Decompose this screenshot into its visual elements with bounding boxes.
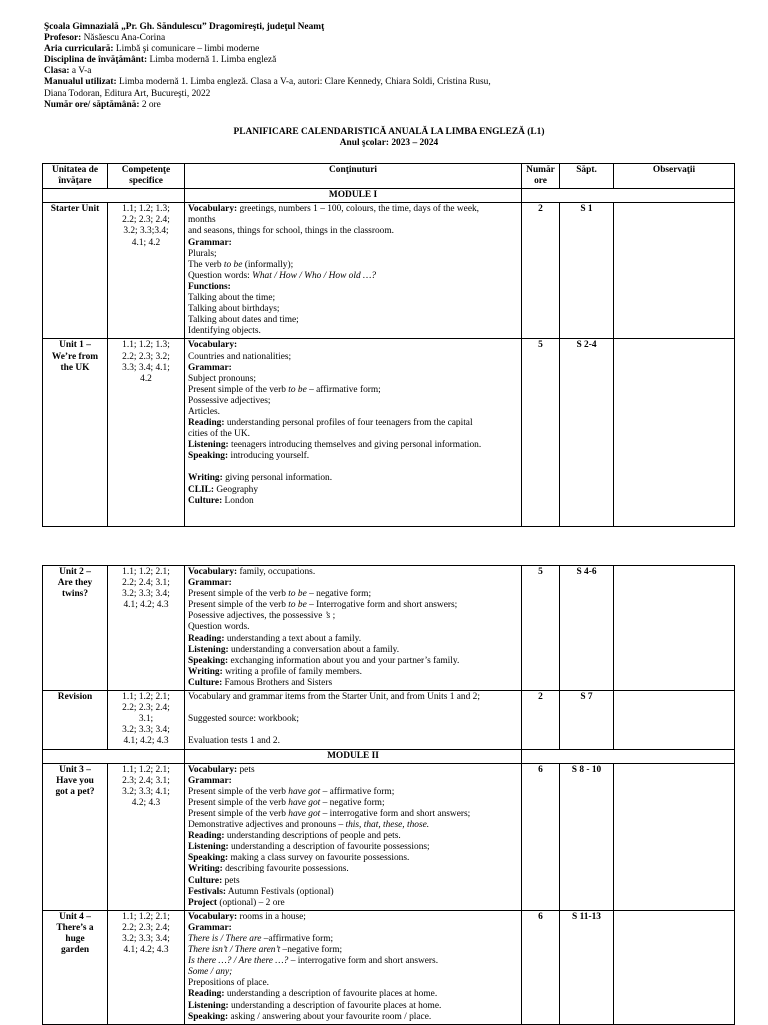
- content-line: The verb to be (informally);: [188, 259, 294, 270]
- week-cell: S 7: [560, 691, 614, 749]
- content-line: Reading: understanding a text about a family.: [188, 633, 362, 644]
- content-line: Prepositions of place.: [188, 978, 269, 989]
- col-header-notes: Observaţii: [614, 164, 735, 189]
- col-header-hours: Număr ore: [522, 164, 560, 189]
- content-line: Grammar:: [188, 578, 232, 589]
- unit-cell: Unit 1 – We’re from the UK: [43, 339, 108, 527]
- col-header-content: Conţinuturi: [185, 164, 522, 189]
- col-header-week: Săpt.: [560, 164, 614, 189]
- content-line: Present simple of the verb have got – affirmative form;: [188, 786, 395, 797]
- week-cell: S 4-6: [560, 566, 614, 691]
- hours-cell: 6: [522, 763, 560, 910]
- content-line: Question words.: [188, 622, 250, 633]
- document-title: PLANIFICARE CALENDARISTICĂ ANUALĂ LA LIMBA ENGLEZĂ (L1): [233, 127, 545, 137]
- competences-cell: 1.1; 1.2; 2.1; 2.2; 2.4; 3.1; 3.2; 3.3; 3.4; 4.1; 4.2; 4.3: [108, 566, 185, 691]
- content-line: Present simple of the verb have got – negative form;: [188, 797, 385, 808]
- content-cell: [185, 339, 522, 527]
- content-spacer: [188, 462, 518, 473]
- module-row: [43, 189, 735, 203]
- content-line: Is there …? / Are there …? – interrogative form and short answers.: [188, 956, 439, 967]
- hours-cell: 5: [522, 339, 560, 527]
- competences-cell: 1.1; 1.2; 1.3; 2.2; 2.3; 3.2; 3.3; 3.4; 4.1; 4.2: [108, 339, 185, 527]
- notes-cell: [614, 339, 735, 527]
- content-line: Countries and nationalities;: [188, 351, 292, 362]
- content-line: Talking about dates and time;: [188, 315, 299, 326]
- hours-cell: 2: [522, 203, 560, 339]
- week-cell: S 11-13: [560, 910, 614, 1024]
- module-label: MODULE I: [185, 189, 522, 203]
- content-spacer: [188, 725, 518, 736]
- content-line: Speaking: asking / answering about your favourite room / place.: [188, 1011, 432, 1022]
- content-line: Demonstrative adjectives and pronouns – this, that, these, those.: [188, 820, 430, 831]
- content-line: Writing: giving personal information.: [188, 473, 333, 484]
- content-line: Reading: understanding descriptions of people and pets.: [188, 831, 401, 842]
- class-line: Clasa: a V-a: [44, 66, 92, 77]
- content-line: Speaking: introducing yourself.: [188, 451, 310, 462]
- unit-cell: Unit 2 – Are they twins?: [43, 566, 108, 691]
- content-line: Present simple of the verb to be – affirmative form;: [188, 384, 381, 395]
- col-header-unit: Unitatea de învăţare: [43, 164, 108, 189]
- module-label: MODULE II: [185, 749, 522, 763]
- content-line: Present simple of the verb to be – negative form;: [188, 589, 372, 600]
- planning-table-1: [42, 163, 735, 527]
- table-header-row: [43, 164, 735, 189]
- manual-line: Manualul utilizat: Limba modernă 1. Limba engleză. Clasa a V-a, autori: Clare Kennedy, Chiara Soldi, Cristina Rusu,: [44, 77, 491, 88]
- content-line: Vocabulary and grammar items from the Starter Unit, and from Units 1 and 2;: [188, 692, 480, 703]
- content-cell: [185, 691, 522, 749]
- content-line: Vocabulary: family, occupations.: [188, 567, 316, 577]
- content-line: Evaluation tests 1 and 2.: [188, 736, 280, 747]
- table-row: [43, 910, 735, 1024]
- notes-cell: [614, 203, 735, 339]
- competences-cell: 1.1; 1.2; 2.1; 2.2; 2.3; 2.4; 3.2; 3.3; 3.4; 4.1; 4.2; 4.3: [108, 910, 185, 1024]
- week-cell: S 2-4: [560, 339, 614, 527]
- content-line: Listening: understanding a conversation about a family.: [188, 644, 400, 655]
- content-line: Possessive adjectives;: [188, 395, 271, 406]
- content-line: Reading: understanding personal profiles of four teenagers from the capital: [188, 418, 473, 429]
- content-line: Vocabulary: rooms in a house;: [188, 911, 306, 922]
- planning-table-2: [42, 565, 735, 1025]
- content-line: Writing: writing a profile of family members.: [188, 666, 363, 677]
- table-row: [43, 691, 735, 749]
- table-row: [43, 566, 735, 691]
- document-header: [44, 22, 734, 111]
- content-line: Functions:: [188, 281, 231, 292]
- content-line: cities of the UK.: [188, 429, 250, 440]
- content-line: Suggested source: workbook;: [188, 714, 299, 725]
- discipline-line: Disciplina de învăţământ: Limba modernă 1. Limba engleză: [44, 55, 277, 66]
- content-line: Subject pronouns;: [188, 373, 256, 384]
- col-header-competences: Competenţe specifice: [108, 164, 185, 189]
- school-year: Anul şcolar: 2023 – 2024: [339, 138, 439, 148]
- school-line: Şcoala Gimnazială „Pr. Gh. Săndulescu” Dragomireşti, judeţul Neamţ: [44, 22, 325, 32]
- competences-cell: 1.1; 1.2; 2.1; 2.3; 2.4; 3.1; 3.2; 3.3; 4.1; 4.2; 4.3: [108, 763, 185, 910]
- hours-cell: 6: [522, 910, 560, 1024]
- content-line: Listening: understanding a description of favourite possessions;: [188, 842, 430, 853]
- week-cell: S 8 - 10: [560, 763, 614, 910]
- content-line: Grammar:: [188, 237, 232, 248]
- content-line: Articles.: [188, 406, 221, 417]
- notes-cell: [614, 910, 735, 1024]
- content-line: Reading: understanding a description of favourite places at home.: [188, 989, 438, 1000]
- content-line: Speaking: making a class survey on favourite possessions.: [188, 853, 410, 864]
- content-spacer: [188, 703, 518, 714]
- content-line: Grammar:: [188, 775, 232, 786]
- content-line: There is / There are –affirmative form;: [188, 934, 334, 944]
- hours-cell: 2: [522, 691, 560, 749]
- content-line: Grammar:: [188, 922, 232, 933]
- content-cell: [185, 203, 522, 339]
- teacher-line: Profesor: Năsăescu Ana-Corina: [44, 33, 166, 44]
- content-line: and seasons, things for school, things in the classroom.: [188, 226, 394, 237]
- hours-cell: 5: [522, 566, 560, 691]
- content-line: Identifying objects.: [188, 326, 261, 337]
- unit-cell: Revision: [43, 691, 108, 749]
- unit-cell: Unit 3 – Have you got a pet?: [43, 763, 108, 910]
- content-line: Culture: London: [188, 495, 254, 506]
- content-line: Posessive adjectives, the possessive ’s ;: [188, 611, 336, 622]
- content-line: Listening: understanding a description of favourite places at home.: [188, 1000, 442, 1011]
- content-line: Culture: pets: [188, 875, 240, 886]
- table-row: [43, 763, 735, 910]
- content-line: Plurals;: [188, 248, 217, 259]
- content-line: Present simple of the verb to be – Interrogative form and short answers;: [188, 600, 458, 611]
- content-line: Speaking: exchanging information about you and your partner’s family.: [188, 655, 460, 666]
- competences-cell: 1.1; 1.2; 1.3; 2.2; 2.3; 2.4; 3.2; 3.3;3.4; 4.1; 4.2: [108, 203, 185, 339]
- content-line: months: [188, 215, 216, 226]
- content-line: Project (optional) – 2 ore: [188, 897, 285, 908]
- notes-cell: [614, 763, 735, 910]
- content-line: CLIL: Geography: [188, 484, 259, 495]
- content-line: There isn’t / There aren’t –negative form;: [188, 945, 343, 956]
- unit-cell: Unit 4 – There’s a huge garden: [43, 910, 108, 1024]
- content-line: Festivals: Autumn Festivals (optional): [188, 886, 334, 897]
- competences-cell: 1.1; 1.2; 2.1; 2.2; 2.3; 2.4; 3.1; 3.2; 3.3; 3.4; 4.1; 4.2; 4.3: [108, 691, 185, 749]
- content-line: Culture: Famous Brothers and Sisters: [188, 677, 333, 688]
- notes-cell: [614, 566, 735, 691]
- table-row: [43, 203, 735, 339]
- module-row: [43, 749, 735, 763]
- content-line: Talking about birthdays;: [188, 304, 280, 315]
- hours-line: Număr ore/ săptămână: 2 ore: [44, 99, 161, 110]
- content-line: Vocabulary:: [188, 340, 238, 351]
- content-line: Writing: describing favourite possessions.: [188, 864, 349, 875]
- content-line: Some / any;: [188, 967, 233, 978]
- content-line: Question words: What / How / Who / How old …?: [188, 270, 377, 281]
- content-cell: [185, 910, 522, 1024]
- content-cell: [185, 566, 522, 691]
- content-cell: [185, 763, 522, 910]
- week-cell: S 1: [560, 203, 614, 339]
- manual-line-2: Diana Todoran, Editura Art, Bucureşti, 2022: [44, 88, 211, 99]
- content-line: Vocabulary: greetings, numbers 1 – 100, colours, the time, days of the week,: [188, 204, 480, 215]
- content-line: Talking about the time;: [188, 293, 276, 304]
- content-line: Present simple of the verb have got – interrogative form and short answers;: [188, 808, 471, 819]
- content-line: Grammar:: [188, 362, 232, 373]
- unit-cell: Starter Unit: [43, 203, 108, 339]
- content-line: Vocabulary: pets: [188, 764, 255, 775]
- table-row: [43, 339, 735, 527]
- content-line: Listening: teenagers introducing themselves and giving personal information.: [188, 440, 482, 451]
- area-line: Aria curriculară: Limbă şi comunicare – limbi moderne: [44, 44, 260, 55]
- notes-cell: [614, 691, 735, 749]
